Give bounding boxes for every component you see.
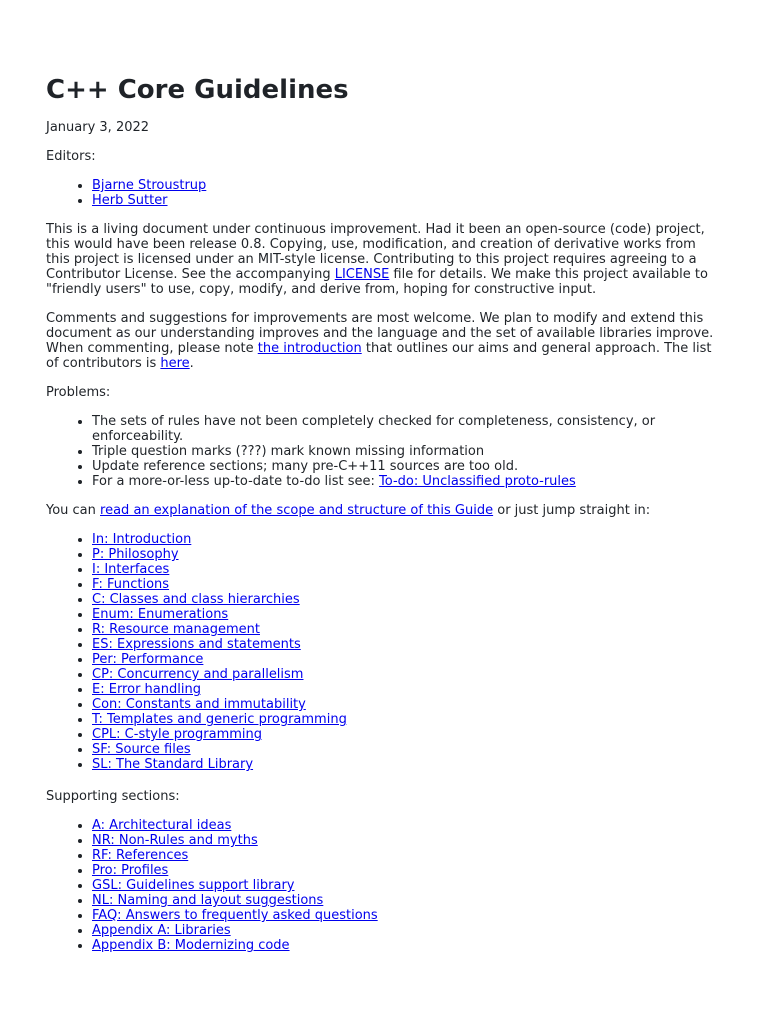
list-item [92,863,722,878]
comments-paragraph [46,311,722,371]
scope-structure-link[interactable]: read an explanation of the scope and structure of this Guide [100,503,494,518]
list-item [92,833,722,848]
section-link-templates[interactable]: T: Templates and generic programming [92,712,347,727]
list-item [92,757,722,772]
list-item [92,923,722,938]
license-link[interactable]: LICENSE [334,267,390,282]
supporting-link-architectural[interactable]: A: Architectural ideas [92,818,232,833]
intro-paragraph [46,222,722,297]
list-item [92,592,722,607]
section-link-standard-library[interactable]: SL: The Standard Library [92,757,254,772]
supporting-link-non-rules[interactable]: NR: Non-Rules and myths [92,833,258,848]
list-item: • The sets of rules have not been completely checked for completeness, consistency, or enforceability. [92,414,722,444]
supporting-link-appendix-a[interactable]: Appendix A: Libraries [92,923,231,938]
list-item [92,727,722,742]
supporting-link-appendix-b[interactable]: Appendix B: Modernizing code [92,938,290,953]
list-item [92,622,722,637]
list-item [92,818,722,833]
section-link-source-files[interactable]: SF: Source files [92,742,191,757]
list-item [92,697,722,712]
section-link-c-style[interactable]: CPL: C-style programming [92,727,263,742]
jump-text: You can [46,503,101,518]
list-item [92,878,722,893]
list-item [92,547,722,562]
document-page [46,73,722,953]
list-item [92,607,722,622]
list-item: • Update reference sections; many pre-C++11 sources are too old. [92,459,722,474]
section-link-performance[interactable]: Per: Performance [92,652,204,667]
supporting-sections-label: Supporting sections: [46,789,180,804]
editors-list [46,178,722,208]
section-link-classes[interactable]: C: Classes and class hierarchies [92,592,300,607]
list-item [92,682,722,697]
list-item [92,848,722,863]
jump-paragraph [46,503,722,518]
list-item [92,652,722,667]
supporting-link-faq[interactable]: FAQ: Answers to frequently asked questions [92,908,378,923]
comments-text-middle: that outlines our aims and general approach. The list of contributors is [46,341,712,371]
supporting-link-profiles[interactable]: Pro: Profiles [92,863,169,878]
supporting-sections-list [46,818,722,953]
list-item [92,637,722,652]
section-link-resource-management[interactable]: R: Resource management [92,622,260,637]
page-title: C++ Core Guidelines [46,75,349,105]
list-item [92,908,722,923]
section-link-interfaces[interactable]: I: Interfaces [92,562,170,577]
list-item [92,938,722,953]
list-item [92,193,722,208]
list-item [92,667,722,682]
list-item [92,577,722,592]
intro-text: This is a living document under continuous improvement. Had it been an open-source (code) project, this would have been release 0.8. Copying, use, modification, and creation of derivative works from this project is licensed under an MIT-style license. Contributing to this project requires agreeing to a Contributor License. See the accompanying [46,222,705,282]
intro-text-end: file for details. We make this project available to "friendly users" to use, copy, modify, and derive from, hoping for constructive input. [46,267,708,297]
section-link-error-handling[interactable]: E: Error handling [92,682,201,697]
section-link-philosophy[interactable]: P: Philosophy [92,547,179,562]
publication-date: January 3, 2022 [46,120,150,135]
todo-text: For a more-or-less up-to-date to-do list see: [92,474,380,489]
list-item [92,712,722,727]
editor-link-sutter[interactable]: Herb Sutter [92,193,168,208]
editor-link-stroustrup[interactable]: Bjarne Stroustrup [92,178,207,193]
list-item: • Triple question marks (???) mark known missing information [92,444,722,459]
supporting-link-naming[interactable]: NL: Naming and layout suggestions [92,893,324,908]
jump-text-end: or just jump straight in: [493,503,651,518]
list-item [92,562,722,577]
list-item [92,532,722,547]
section-link-introduction[interactable]: In: Introduction [92,532,192,547]
problems-list [46,414,722,489]
section-link-concurrency[interactable]: CP: Concurrency and parallelism [92,667,304,682]
section-link-enumerations[interactable]: Enum: Enumerations [92,607,229,622]
supporting-link-gsl[interactable]: GSL: Guidelines support library [92,878,295,893]
list-item [92,742,722,757]
list-item [92,178,722,193]
problems-label: Problems: [46,385,111,400]
contributors-link[interactable]: here [160,356,190,371]
comments-text: Comments and suggestions for improvements are most welcome. We plan to modify and extend this document as our understanding improves and the language and the set of available libraries improve. When commenting, please note [46,311,714,356]
section-link-constants[interactable]: Con: Constants and immutability [92,697,306,712]
comments-text-end: . [189,356,194,371]
introduction-link[interactable]: the introduction [257,341,362,356]
todo-link[interactable]: To-do: Unclassified proto-rules [379,474,576,489]
list-item [92,474,722,489]
section-link-functions[interactable]: F: Functions [92,577,170,592]
editors-label: Editors: [46,149,96,164]
list-item [92,893,722,908]
sections-list [46,532,722,772]
section-link-expressions[interactable]: ES: Expressions and statements [92,637,301,652]
supporting-link-references[interactable]: RF: References [92,848,189,863]
